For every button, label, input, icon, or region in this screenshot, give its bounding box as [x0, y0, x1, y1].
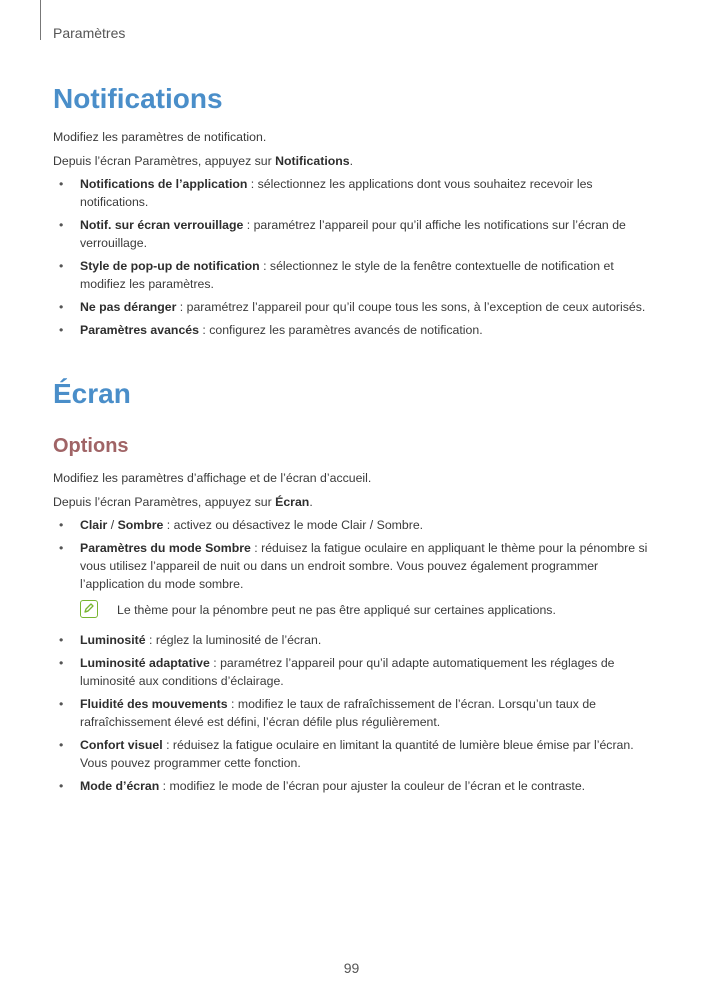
option-term: Mode d’écran — [80, 779, 160, 793]
note-callout — [53, 601, 653, 619]
option-desc: : sélectionnez les applications dont vous souhaitez recevoir les notifications. — [80, 177, 593, 209]
path-bold: Notifications — [275, 154, 350, 168]
option-term: Paramètres avancés — [80, 323, 199, 337]
path-prefix: Depuis l’écran Paramètres, appuyez sur — [53, 495, 276, 509]
option-term: Paramètres du mode Sombre — [80, 541, 251, 555]
list-item: • Ne pas déranger : paramétrez l’appareil pour qu’il coupe tous les sons, à l’exception de ceux autorisés. — [59, 300, 646, 314]
option-term: Fluidité des mouvements — [80, 697, 228, 711]
option-desc: : modifiez le taux de rafraîchissement de l’écran. Lorsqu’un taux de rafraîchissement élevé est défini, l’écran défile plus régulièrement. — [80, 697, 597, 729]
ecran-path — [53, 493, 653, 512]
option-term: Luminosité — [80, 633, 146, 647]
note-text: Le thème pour la pénombre peut ne pas être appliqué sur certaines applications. — [117, 603, 556, 617]
list-item: • Luminosité adaptative : paramétrez l’appareil pour qu’il adapte automatiquement les réglages de luminosité aux conditions d’éclairage. — [59, 656, 615, 688]
option-desc: : paramétrez l’appareil pour qu’il adapte automatiquement les réglages de luminosité aux conditions d’éclairage. — [80, 656, 615, 688]
option-term: Clair — [80, 518, 108, 532]
list-item: • Paramètres du mode Sombre : réduisez la fatigue oculaire en appliquant le thème pour la pénombre si vous utilisez l’appareil de nuit ou dans un endroit sombre. Vous pouvez également programmer l’application du mode sombre. — [59, 541, 648, 591]
list-item: • Notif. sur écran verrouillage : paramétrez l’appareil pour qu’il affiche les notifications sur l’écran de verrouillage. — [59, 218, 626, 250]
path-prefix: Depuis l’écran Paramètres, appuyez sur — [53, 154, 276, 168]
option-desc: : paramétrez l’appareil pour qu’il affiche les notifications sur l’écran de verrouillage. — [80, 218, 626, 250]
page-number: 99 — [343, 960, 360, 976]
notifications-options-list — [53, 175, 653, 339]
notifications-intro: Modifiez les paramètres de notification. — [53, 130, 267, 144]
path-bold: Écran — [275, 495, 310, 509]
pencil-note-icon — [80, 600, 98, 618]
ecran-intro: Modifiez les paramètres d’affichage et de l’écran d’accueil. — [53, 471, 372, 485]
header-side-rule — [40, 0, 41, 40]
section-title-ecran: Écran — [53, 378, 131, 409]
list-item: • Paramètres avancés : configurez les paramètres avancés de notification. — [59, 323, 483, 337]
option-desc: : réglez la luminosité de l’écran. — [145, 633, 322, 647]
option-sep: / — [107, 518, 118, 532]
list-item: • Mode d’écran : modifiez le mode de l’écran pour ajuster la couleur de l’écran et le contraste. — [59, 779, 586, 793]
list-item: • Clair / Sombre : activez ou désactivez le mode Clair / Sombre. — [59, 518, 424, 532]
option-term: Style de pop-up de notification — [80, 259, 260, 273]
subsection-title-options: Options — [53, 435, 129, 457]
option-desc: : réduisez la fatigue oculaire en limitant la quantité de lumière bleue émise par l’écran. Vous pouvez programmer cette fonction. — [80, 738, 634, 770]
list-item: • Luminosité : réglez la luminosité de l’écran. — [59, 633, 322, 647]
list-item: • Style de pop-up de notification : sélectionnez le style de la fenêtre contextuelle de notification et modifiez les paramètres. — [59, 259, 614, 291]
option-desc: : paramétrez l’appareil pour qu’il coupe tous les sons, à l’exception de ceux autorisés. — [176, 300, 646, 314]
list-item: • Fluidité des mouvements : modifiez le taux de rafraîchissement de l’écran. Lorsqu’un taux de rafraîchissement élevé est défini, l’écran défile plus régulièrement. — [59, 697, 597, 729]
option-term: Ne pas déranger — [80, 300, 177, 314]
list-item: • Notifications de l’application : sélectionnez les applications dont vous souhaitez recevoir les notifications. — [59, 177, 593, 209]
option-desc: : modifiez le mode de l’écran pour ajuster la couleur de l’écran et le contraste. — [159, 779, 586, 793]
option-term: Notif. sur écran verrouillage — [80, 218, 244, 232]
option-term: Notifications de l’application — [80, 177, 248, 191]
option-desc: : sélectionnez le style de la fenêtre contextuelle de notification et modifiez les paramètres. — [80, 259, 614, 291]
option-desc: : configurez les paramètres avancés de notification. — [198, 323, 483, 337]
option-desc: : réduisez la fatigue oculaire en appliquant le thème pour la pénombre si vous utilisez l’appareil de nuit ou dans un endroit sombre. Vous pouvez également programmer l’application du mode sombre. — [80, 541, 648, 591]
path-suffix: . — [309, 495, 313, 509]
option-desc: : activez ou désactivez le mode Clair / Sombre. — [163, 518, 424, 532]
option-term: Confort visuel — [80, 738, 163, 752]
notifications-path — [53, 152, 653, 171]
option-term: Luminosité adaptative — [80, 656, 210, 670]
page-content — [53, 80, 653, 800]
ecran-options-list-b — [53, 631, 653, 795]
list-item: • Confort visuel : réduisez la fatigue oculaire en limitant la quantité de lumière bleue émise par l’écran. Vous pouvez programmer cette fonction. — [59, 738, 634, 770]
running-header: Paramètres — [53, 25, 126, 41]
option-term-2: Sombre — [117, 518, 164, 532]
ecran-options-list-a — [53, 516, 653, 593]
path-suffix: . — [349, 154, 354, 168]
section-title-notifications: Notifications — [53, 83, 223, 114]
